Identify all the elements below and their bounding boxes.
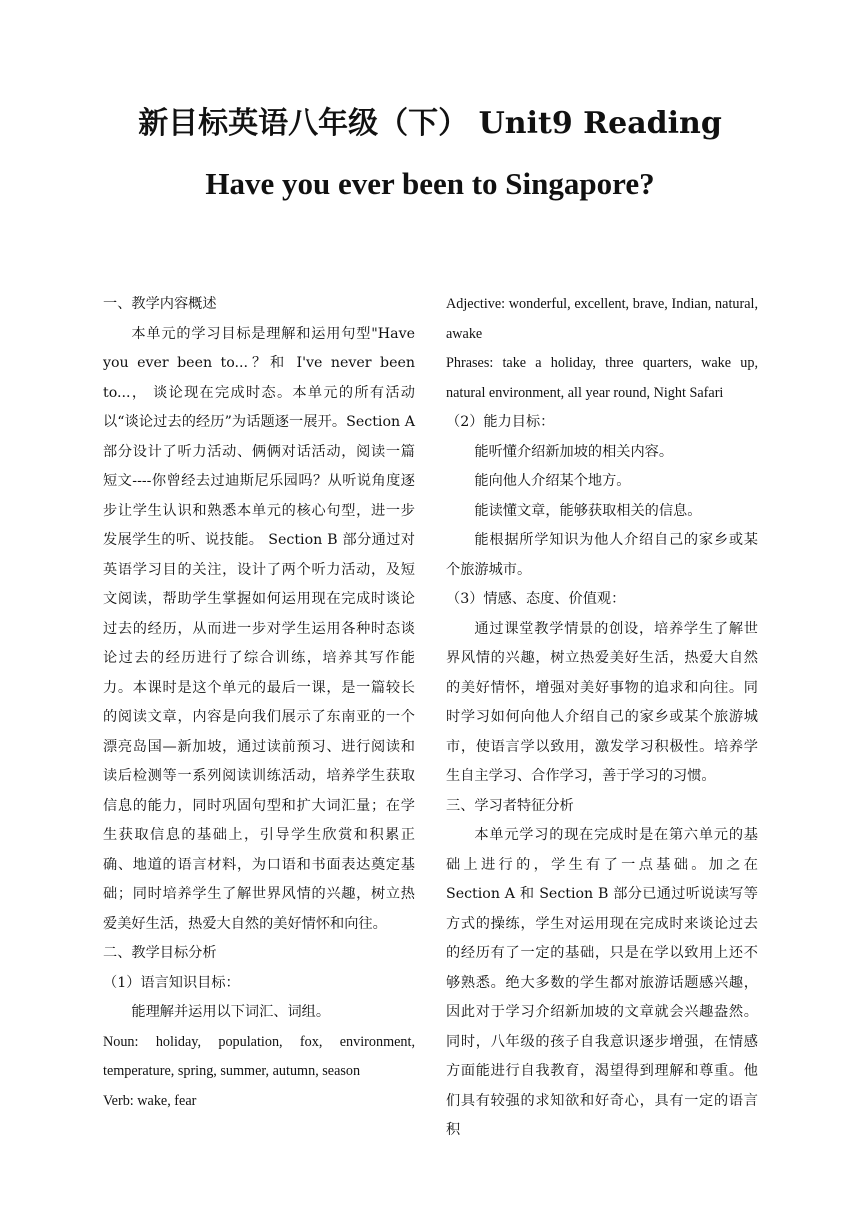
paragraph-content-overview: 本单元的学习目标是理解和运用句型"Have you ever been to...？和 I've never been to...， 谈论现在完成时态。本单元的所有活动以“谈论过去的经历”为话题逐一展开。Section A 部分设计了听力活动、俩俩对话活动，阅读一篇短文----你曾经去过迪斯尼乐园吗？从听说角度逐步让学生认识和熟悉本单元的核心句型，进一步发展学生的听、说技能。 Section B 部分通过对英语学习目的关注，设计了两个听力活动，及短文阅读，帮助学生掌握如何运用现在完成时谈论过去的经历，从而进一步对学生运用各种时态谈论过去的经历进行了综合训练，培养其写作能力。本课时是这个单元的最后一课，是一篇较长的阅读文章，内容是向我们展示了东南亚的一个漂亮岛国—新加坡，通过读前预习、进行阅读和读后检测等一系列阅读训练活动，培养学生获取信息的能力，同时巩固句型和扩大词汇量；在学生获取信息的基础上，引导学生欣赏和积累正确、地道的语言材料，为口语和书面表达奠定基础；同时培养学生了解世界风情的兴趣，树立热爱美好生活，热爱大自然的美好情怀和向往。	[103, 325, 415, 932]
section-heading-2: 二、教学目标分析	[103, 945, 217, 961]
subheading-ability-goals: （2）能力目标：	[446, 414, 555, 430]
ability-item-2: 能向他人介绍某个地方。	[474, 473, 631, 489]
paragraph-vocab-intro: 能理解并运用以下词汇、词组。	[131, 1004, 331, 1020]
vocab-adjectives: Adjective: wonderful, excellent, brave, Indian, natural, awake	[446, 296, 758, 342]
left-column	[103, 290, 415, 1110]
section-heading-3: 三、学习者特征分析	[446, 797, 574, 814]
vocab-nouns: Noun: holiday, population, fox, environment, temperature, spring, summer, autumn, season	[103, 1033, 415, 1079]
vocab-verbs: Verb: wake, fear	[103, 1092, 197, 1109]
page-subtitle: Have you ever been to Singapore?	[205, 166, 655, 201]
subheading-emotion-goals: （3）情感、态度、价值观：	[446, 591, 626, 607]
paragraph-learner-analysis: 本单元学习的现在完成时是在第六单元的基础上进行的，学生有了一点基础。加之在 Section A 和 Section B 部分已通过听说读写等方式的操练，学生对运用现在完成时来谈论过去的经历有了一定的基础，只是在学以致用上还不够熟悉。绝大多数的学生都对旅游话题感兴趣，因此对于学习介绍新加坡的文章就会兴趣盎然。同时，八年级的孩子自我意识逐步增强，在情感方面能进行自我教育，渴望得到理解和尊重。他们具有较强的求知欲和好奇心，具有一定的语言积	[446, 827, 758, 1138]
ability-item-3: 能读懂文章，能够获取相关的信息。	[474, 502, 702, 519]
page-title: 新目标英语八年级（下） Unit9 Reading	[138, 106, 722, 141]
ability-item-4: 能根据所学知识为他人介绍自己的家乡或某个旅游城市。	[446, 532, 758, 578]
section-heading-1: 一、教学内容概述	[103, 296, 217, 312]
vocab-phrases: Phrases: take a holiday, three quarters, wake up, natural environment, all year round, Night Safari	[446, 355, 758, 401]
ability-item-1: 能听懂介绍新加坡的相关内容。	[474, 443, 674, 460]
right-column	[446, 290, 758, 1138]
paragraph-emotion-goals: 通过课堂教学情景的创设，培养学生了解世界风情的兴趣，树立热爱美好生活，热爱大自然的美好情怀，增强对美好事物的追求和向往。同时学习如何向他人介绍自己的家乡或某个旅游城市，使语言学以致用，激发学习积极性。培养学生自主学习、合作学习，善于学习的习惯。	[446, 620, 758, 784]
subheading-language-goals: （1）语言知识目标：	[103, 974, 240, 991]
